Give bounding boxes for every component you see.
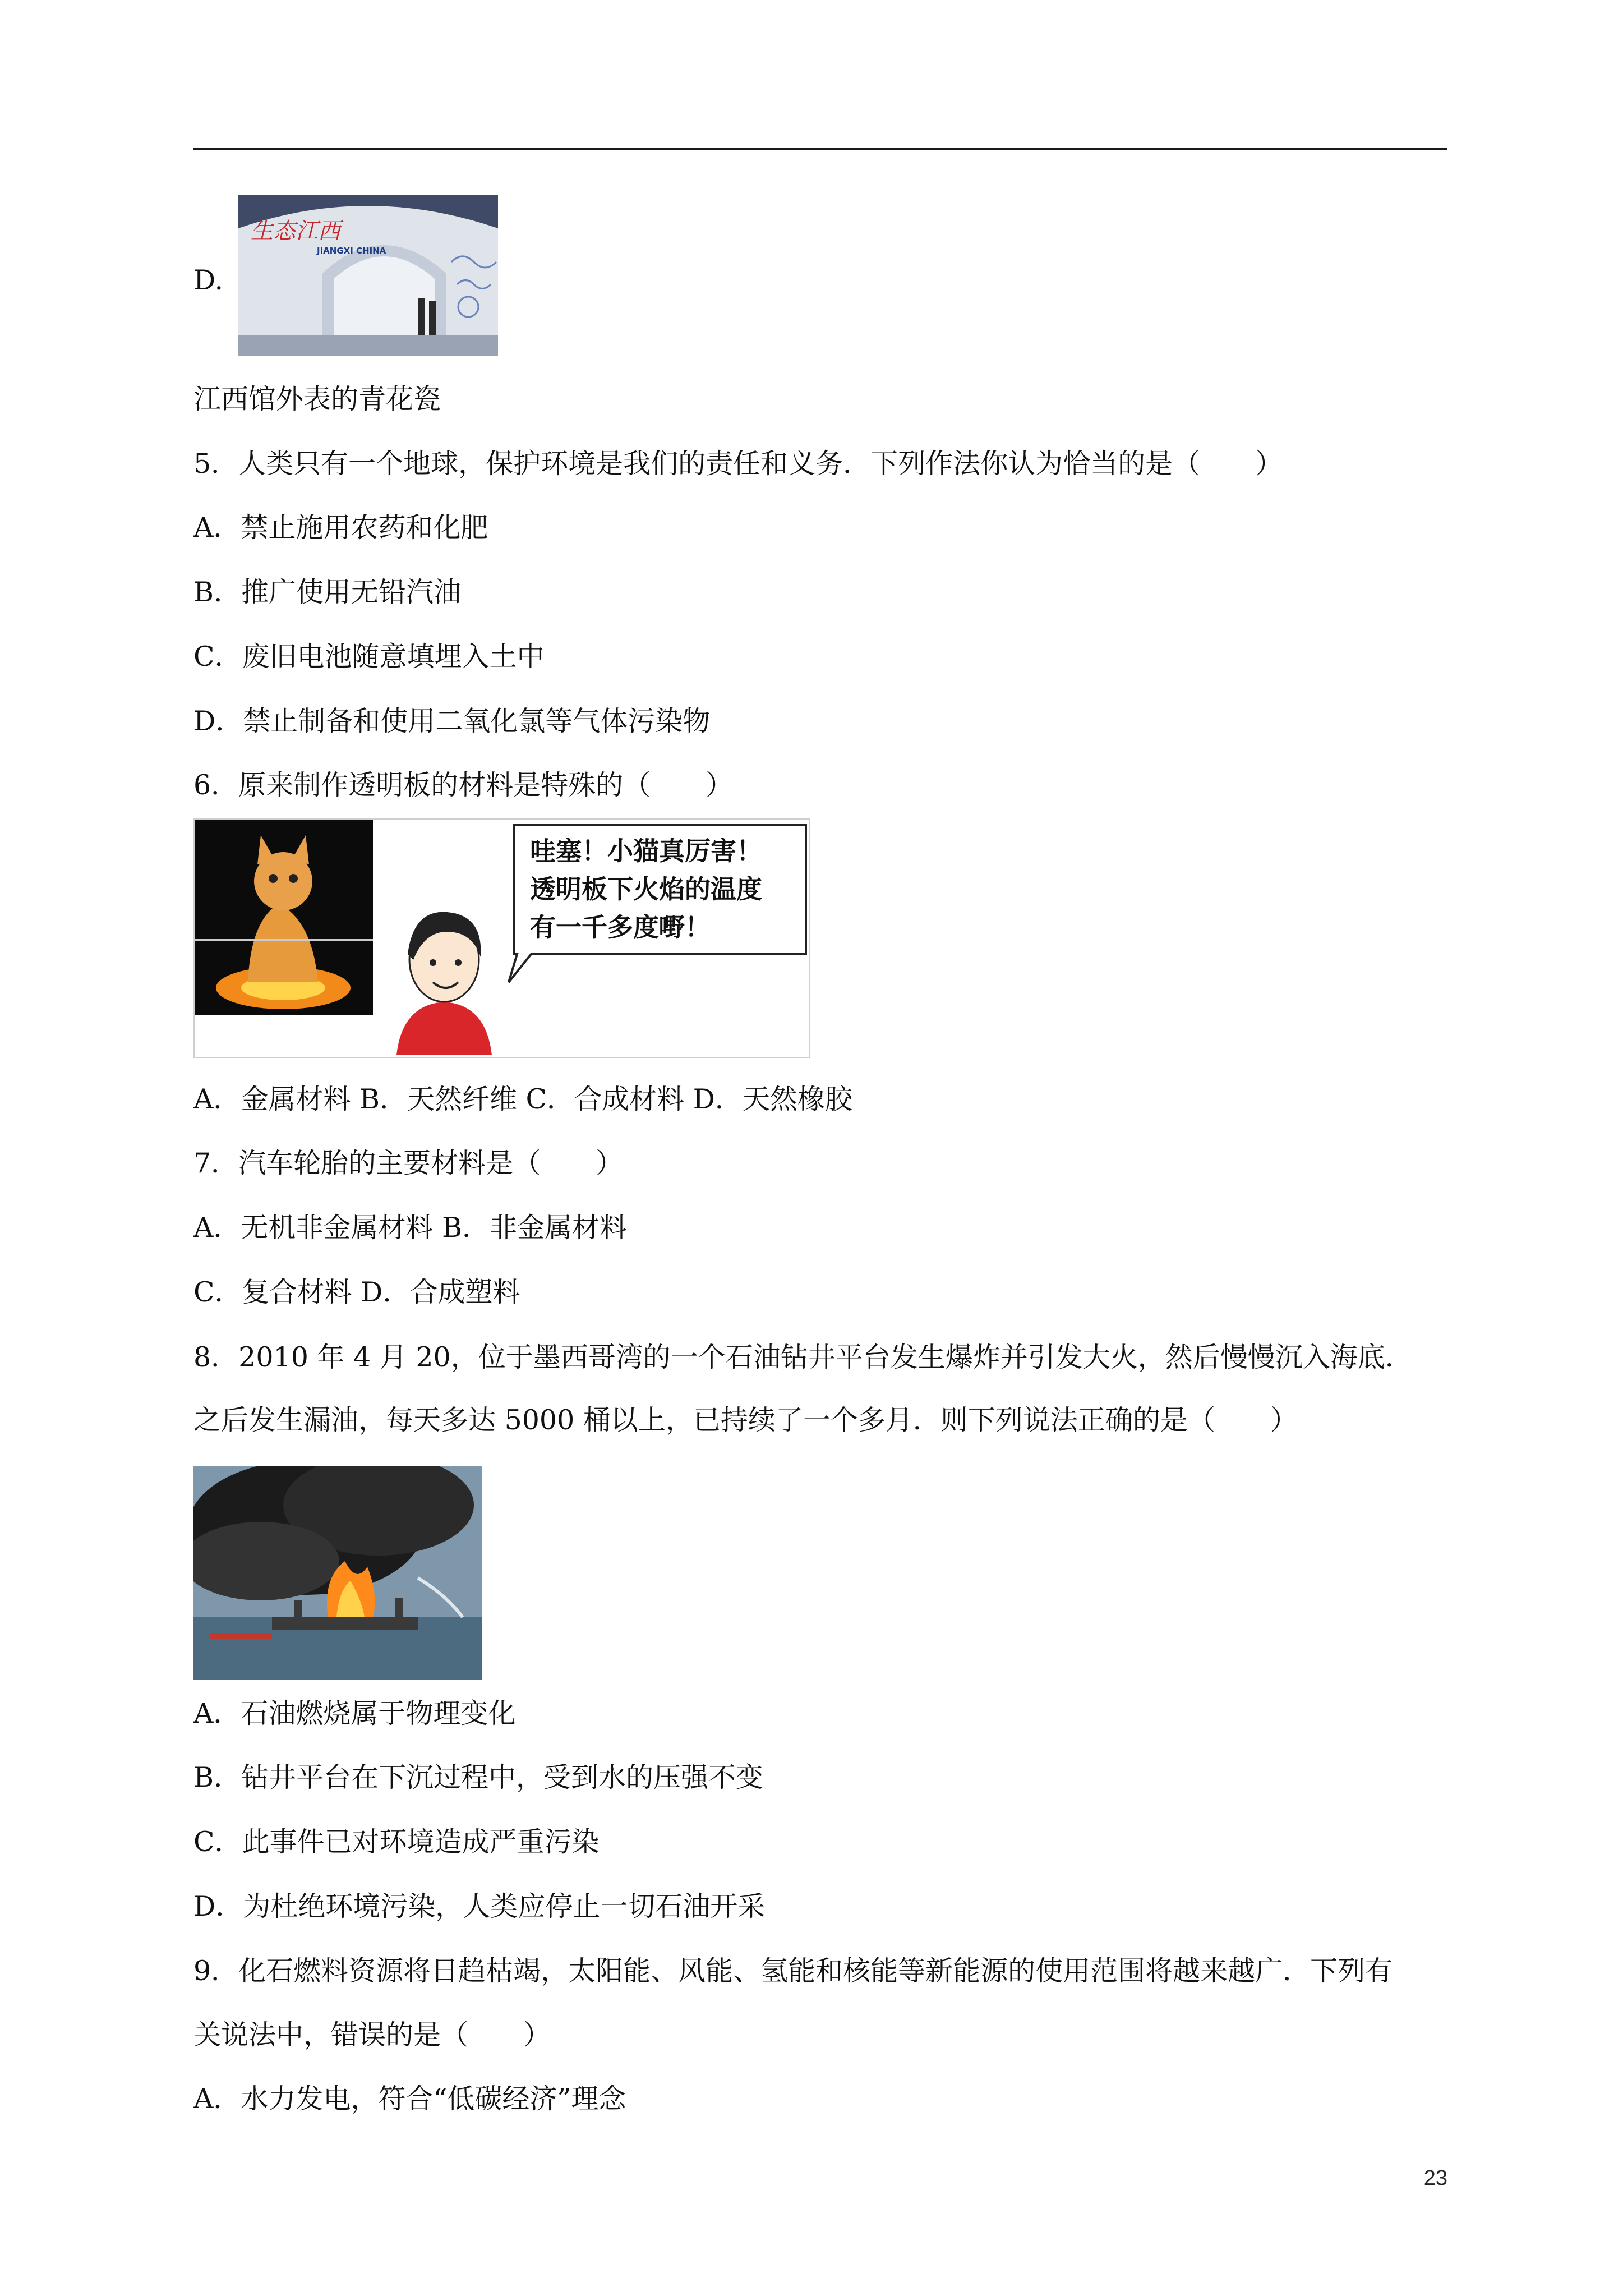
q5-stem: 5．人类只有一个地球，保护环境是我们的责任和义务．下列作法你认为恰当的是（ ） [193, 448, 1283, 480]
q9-stem-1: 9．化石燃料资源将日趋枯竭，太阳能、风能、氢能和核能等新能源的使用范围将越来越广．下列有 [193, 1955, 1393, 1987]
q7-options-1: A．无机非金属材料 B．非金属材料 [193, 1212, 627, 1244]
q5-option-c: C．废旧电池随意填埋入土中 [193, 641, 545, 673]
q9-stem-2: 关说法中，错误的是（ ） [193, 2019, 551, 2051]
q8-stem-1: 8．2010 年 4 月 20，位于墨西哥湾的一个石油钻井平台发生爆炸并引发大火，然后慢慢沉入海底． [193, 1341, 1413, 1373]
pavilion-logo-text: 生态江西 [251, 218, 340, 244]
q4-option-d-label: D. [193, 264, 224, 296]
bubble-line-3: 有一千多度嘢！ [530, 912, 711, 942]
pavilion-image [238, 195, 498, 356]
cat-cartoon-image [193, 818, 810, 1058]
q8-option-d: D．为杜绝环境污染，人类应停止一切石油开采 [193, 1890, 766, 1922]
q8-option-b: B．钻井平台在下沉过程中，受到水的压强不变 [193, 1761, 764, 1793]
q8-option-c: C．此事件已对环境造成严重污染 [193, 1826, 600, 1858]
q9-option-a: A．水力发电，符合“低碳经济”理念 [193, 2083, 626, 2115]
q5-option-d: D．禁止制备和使用二氧化氯等气体污染物 [193, 705, 711, 737]
q5-option-b: B．推广使用无铅汽油 [193, 576, 462, 608]
q8-option-a: A．石油燃烧属于物理变化 [193, 1697, 516, 1729]
bubble-line-1: 哇塞！小猫真厉害！ [530, 836, 762, 866]
bubble-line-2: 透明板下火焰的温度 [530, 874, 762, 904]
q7-options-2: C．复合材料 D．合成塑料 [193, 1276, 520, 1308]
q6-options: A．金属材料 B．天然纤维 C．合成材料 D．天然橡胶 [193, 1083, 852, 1115]
pavilion-sign-text: JIANGXI CHINA [317, 246, 386, 256]
q7-stem: 7．汽车轮胎的主要材料是（ ） [193, 1147, 624, 1179]
oil-rig-image [193, 1466, 482, 1680]
page-number: 23 [1423, 2166, 1447, 2190]
q8-stem-2: 之后发生漏油，每天多达 5000 桶以上，已持续了一个多月．则下列说法正确的是（ ） [193, 1404, 1298, 1436]
q6-stem: 6．原来制作透明板的材料是特殊的（ ） [193, 769, 734, 801]
q4-option-d-caption: 江西馆外表的青花瓷 [193, 383, 441, 415]
q5-option-a: A．禁止施用农药和化肥 [193, 512, 488, 544]
header-rule [193, 148, 1447, 150]
